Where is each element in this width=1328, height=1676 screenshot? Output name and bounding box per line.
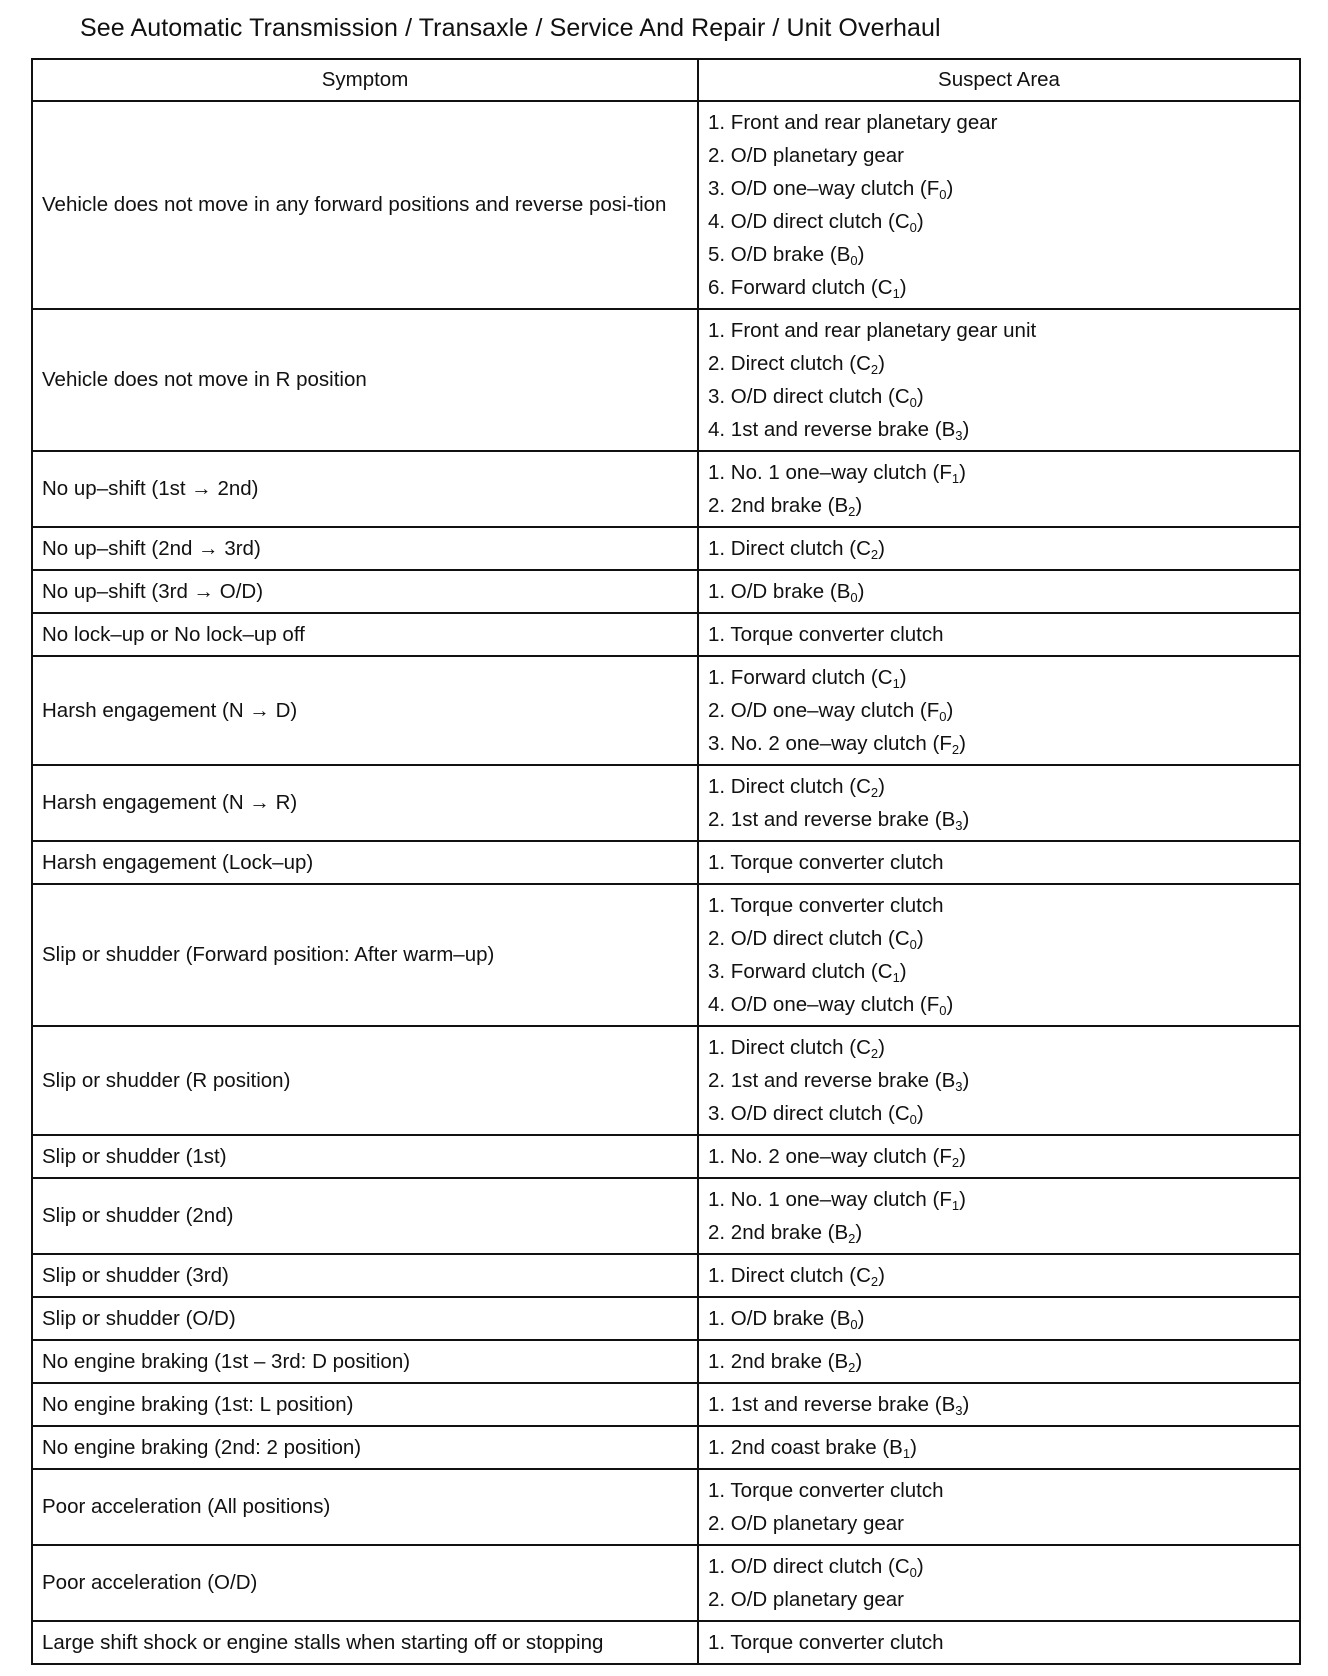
suspect-area-text: 2. O/D one–way clutch (F xyxy=(708,699,940,722)
table-body xyxy=(32,101,1300,1664)
component-subscript: 2 xyxy=(951,1155,960,1170)
component-subscript: 1 xyxy=(951,1198,960,1213)
suspect-area-text: 1. Direct clutch (C xyxy=(708,1264,871,1287)
suspect-area-cell xyxy=(698,101,1300,309)
component-subscript: 1 xyxy=(892,676,900,691)
closing-paren: ) xyxy=(855,1350,863,1373)
symptom-cell: No engine braking (1st: L position) xyxy=(32,1383,698,1426)
component-subscript: 0 xyxy=(850,590,858,605)
table-row xyxy=(32,841,1300,884)
suspect-area-item xyxy=(708,1031,1291,1064)
suspect-area-text: 1. O/D direct clutch (C xyxy=(708,1555,910,1578)
suspect-area-cell xyxy=(698,765,1300,841)
suspect-area-cell xyxy=(698,1026,1300,1135)
suspect-area-item xyxy=(708,1302,1291,1335)
suspect-area-item xyxy=(708,846,1291,879)
suspect-area-cell xyxy=(698,1135,1300,1178)
suspect-area-item xyxy=(708,271,1291,304)
symptom-cell: Slip or shudder (3rd) xyxy=(32,1254,698,1297)
suspect-area-text: 1. No. 1 one–way clutch (F xyxy=(708,1188,952,1211)
symptom-cell: No lock–up or No lock–up off xyxy=(32,613,698,656)
suspect-area-text: 3. O/D direct clutch (C xyxy=(708,1102,910,1125)
suspect-area-item xyxy=(708,1474,1291,1507)
table-row xyxy=(32,1026,1300,1135)
table-row xyxy=(32,1383,1300,1426)
header-row xyxy=(32,59,1300,101)
symptom-cell: Harsh engagement (Lock–up) xyxy=(32,841,698,884)
suspect-area-item xyxy=(708,205,1291,238)
suspect-area-item xyxy=(708,922,1291,955)
suspect-area-text: 2. 1st and reverse brake (B xyxy=(708,808,956,831)
closing-paren: ) xyxy=(855,494,863,517)
suspect-area-text: 1. O/D brake (B xyxy=(708,580,851,603)
suspect-area-cell xyxy=(698,656,1300,765)
suspect-area-cell xyxy=(698,451,1300,527)
suspect-area-item xyxy=(708,139,1291,172)
closing-paren: ) xyxy=(946,177,954,200)
suspect-area-item xyxy=(708,1183,1291,1216)
suspect-area-item xyxy=(708,770,1291,803)
suspect-area-cell xyxy=(698,613,1300,656)
component-subscript: 2 xyxy=(870,785,879,800)
suspect-area-text: 1. Direct clutch (C xyxy=(708,537,871,560)
closing-paren: ) xyxy=(959,732,966,755)
suspect-area-item xyxy=(708,1583,1291,1616)
suspect-area-item xyxy=(708,413,1291,446)
closing-paren: ) xyxy=(878,1264,885,1287)
table-row xyxy=(32,1340,1300,1383)
component-subscript: 2 xyxy=(848,1360,856,1375)
suspect-area-text: 3. Forward clutch (C xyxy=(708,960,893,983)
suspect-area-text: 1. Direct clutch (C xyxy=(708,1036,871,1059)
suspect-area-item xyxy=(708,1064,1291,1097)
component-subscript: 1 xyxy=(892,286,900,301)
component-subscript: 0 xyxy=(909,220,917,235)
component-subscript: 3 xyxy=(955,428,963,443)
component-subscript: 0 xyxy=(939,1003,947,1018)
suspect-area-item xyxy=(708,1140,1291,1173)
suspect-area-item xyxy=(708,1431,1291,1464)
suspect-area-cell xyxy=(698,527,1300,570)
component-subscript: 2 xyxy=(870,362,879,377)
symptom-cell: Vehicle does not move in R position xyxy=(32,309,698,451)
component-subscript: 1 xyxy=(951,471,960,486)
table-row xyxy=(32,309,1300,451)
symptom-cell: No up–shift (1st → 2nd) xyxy=(32,451,698,527)
closing-paren: ) xyxy=(962,1069,970,1092)
suspect-area-item xyxy=(708,1345,1291,1378)
suspect-area-text: 1. Torque converter clutch xyxy=(708,1479,944,1502)
suspect-area-text: 1. Torque converter clutch xyxy=(708,894,944,917)
suspect-area-item xyxy=(708,314,1291,347)
component-subscript: 2 xyxy=(951,742,960,757)
suspect-area-item xyxy=(708,694,1291,727)
component-subscript: 3 xyxy=(955,818,963,833)
suspect-area-item xyxy=(708,618,1291,651)
suspect-area-text: 2. O/D planetary gear xyxy=(708,1588,904,1611)
component-subscript: 2 xyxy=(848,1231,856,1246)
suspect-area-cell xyxy=(698,1426,1300,1469)
suspect-area-item xyxy=(708,1507,1291,1540)
closing-paren: ) xyxy=(899,276,907,299)
closing-paren: ) xyxy=(910,1436,917,1459)
suspect-area-item xyxy=(708,1216,1291,1249)
suspect-area-cell xyxy=(698,1383,1300,1426)
symptom-cell: Slip or shudder (R position) xyxy=(32,1026,698,1135)
suspect-area-item xyxy=(708,532,1291,565)
table-row xyxy=(32,527,1300,570)
symptom-cell: Slip or shudder (O/D) xyxy=(32,1297,698,1340)
suspect-area-cell xyxy=(698,841,1300,884)
closing-paren: ) xyxy=(855,1221,863,1244)
suspect-area-item xyxy=(708,661,1291,694)
component-subscript: 0 xyxy=(850,253,858,268)
component-subscript: 3 xyxy=(955,1403,963,1418)
closing-paren: ) xyxy=(959,1188,966,1211)
closing-paren: ) xyxy=(899,960,907,983)
closing-paren: ) xyxy=(878,775,885,798)
component-subscript: 1 xyxy=(892,970,900,985)
suspect-area-cell xyxy=(698,1297,1300,1340)
suspect-area-text: 2. 1st and reverse brake (B xyxy=(708,1069,956,1092)
symptom-cell: No up–shift (3rd → O/D) xyxy=(32,570,698,613)
symptom-cell: No up–shift (2nd → 3rd) xyxy=(32,527,698,570)
component-subscript: 0 xyxy=(909,937,917,952)
suspect-area-text: 1. Torque converter clutch xyxy=(708,1631,944,1654)
closing-paren: ) xyxy=(946,993,954,1016)
symptom-cell: Slip or shudder (2nd) xyxy=(32,1178,698,1254)
header-suspect-area: Suspect Area xyxy=(698,59,1300,101)
symptom-cell: Poor acceleration (All positions) xyxy=(32,1469,698,1545)
table-row xyxy=(32,765,1300,841)
component-subscript: 1 xyxy=(902,1446,911,1461)
suspect-area-item xyxy=(708,489,1291,522)
symptom-cell: No engine braking (2nd: 2 position) xyxy=(32,1426,698,1469)
suspect-area-cell xyxy=(698,309,1300,451)
suspect-area-item xyxy=(708,889,1291,922)
suspect-area-text: 1. Torque converter clutch xyxy=(708,851,944,874)
closing-paren: ) xyxy=(916,385,924,408)
page-heading: See Automatic Transmission / Transaxle / Service And Repair / Unit Overhaul xyxy=(80,14,941,42)
suspect-area-text: 1. Torque converter clutch xyxy=(708,623,944,646)
table-row xyxy=(32,1135,1300,1178)
closing-paren: ) xyxy=(899,666,907,689)
suspect-area-text: 2. 2nd brake (B xyxy=(708,494,849,517)
header-symptom: Symptom xyxy=(32,59,698,101)
suspect-area-cell xyxy=(698,1469,1300,1545)
suspect-area-text: 3. O/D direct clutch (C xyxy=(708,385,910,408)
closing-paren: ) xyxy=(959,461,966,484)
table-row xyxy=(32,1469,1300,1545)
suspect-area-cell xyxy=(698,1340,1300,1383)
closing-paren: ) xyxy=(946,699,954,722)
table-row xyxy=(32,1297,1300,1340)
table-row xyxy=(32,1621,1300,1664)
closing-paren: ) xyxy=(916,927,924,950)
suspect-area-text: 1. 2nd coast brake (B xyxy=(708,1436,903,1459)
suspect-area-item xyxy=(708,1259,1291,1292)
suspect-area-text: 2. O/D planetary gear xyxy=(708,1512,904,1535)
table-row xyxy=(32,656,1300,765)
closing-paren: ) xyxy=(916,1102,924,1125)
suspect-area-cell xyxy=(698,884,1300,1026)
suspect-area-text: 3. No. 2 one–way clutch (F xyxy=(708,732,952,755)
diagnosis-table xyxy=(31,58,1301,1665)
closing-paren: ) xyxy=(857,243,865,266)
table-row xyxy=(32,1178,1300,1254)
suspect-area-item xyxy=(708,803,1291,836)
suspect-area-text: 4. O/D one–way clutch (F xyxy=(708,993,940,1016)
symptom-cell: Large shift shock or engine stalls when starting off or stopping xyxy=(32,1621,698,1664)
suspect-area-item xyxy=(708,1626,1291,1659)
component-subscript: 2 xyxy=(848,504,856,519)
symptom-cell: Slip or shudder (1st) xyxy=(32,1135,698,1178)
symptom-cell: No engine braking (1st – 3rd: D position) xyxy=(32,1340,698,1383)
suspect-area-text: 2. 2nd brake (B xyxy=(708,1221,849,1244)
suspect-area-text: 1. No. 2 one–way clutch (F xyxy=(708,1145,952,1168)
suspect-area-item xyxy=(708,955,1291,988)
suspect-area-text: 1. 1st and reverse brake (B xyxy=(708,1393,956,1416)
suspect-area-text: 1. Front and rear planetary gear xyxy=(708,111,998,134)
closing-paren: ) xyxy=(878,352,885,375)
suspect-area-text: 2. O/D planetary gear xyxy=(708,144,904,167)
component-subscript: 0 xyxy=(909,395,917,410)
suspect-area-text: 2. O/D direct clutch (C xyxy=(708,927,910,950)
suspect-area-cell xyxy=(698,1254,1300,1297)
component-subscript: 3 xyxy=(955,1079,963,1094)
symptom-cell: Poor acceleration (O/D) xyxy=(32,1545,698,1621)
suspect-area-text: 1. 2nd brake (B xyxy=(708,1350,849,1373)
closing-paren: ) xyxy=(916,210,924,233)
closing-paren: ) xyxy=(962,808,970,831)
closing-paren: ) xyxy=(857,580,865,603)
suspect-area-item xyxy=(708,172,1291,205)
suspect-area-item xyxy=(708,1097,1291,1130)
closing-paren: ) xyxy=(962,418,970,441)
symptom-cell: Slip or shudder (Forward position: After warm–up) xyxy=(32,884,698,1026)
table-row xyxy=(32,1254,1300,1297)
table-row xyxy=(32,570,1300,613)
suspect-area-item xyxy=(708,727,1291,760)
component-subscript: 0 xyxy=(909,1112,917,1127)
suspect-area-cell xyxy=(698,1545,1300,1621)
table-row xyxy=(32,884,1300,1026)
suspect-area-text: 1. Forward clutch (C xyxy=(708,666,893,689)
symptom-cell: Harsh engagement (N → D) xyxy=(32,656,698,765)
table-row xyxy=(32,1545,1300,1621)
closing-paren: ) xyxy=(878,537,885,560)
closing-paren: ) xyxy=(962,1393,970,1416)
suspect-area-text: 4. 1st and reverse brake (B xyxy=(708,418,956,441)
suspect-area-cell xyxy=(698,1621,1300,1664)
suspect-area-item xyxy=(708,106,1291,139)
table-header xyxy=(32,59,1300,101)
component-subscript: 2 xyxy=(870,1046,879,1061)
suspect-area-text: 1. Direct clutch (C xyxy=(708,775,871,798)
closing-paren: ) xyxy=(916,1555,924,1578)
component-subscript: 0 xyxy=(909,1565,917,1580)
suspect-area-text: 3. O/D one–way clutch (F xyxy=(708,177,940,200)
symptom-cell: Harsh engagement (N → R) xyxy=(32,765,698,841)
suspect-area-item xyxy=(708,238,1291,271)
suspect-area-text: 1. Front and rear planetary gear unit xyxy=(708,319,1037,342)
suspect-area-item xyxy=(708,575,1291,608)
suspect-area-text: 5. O/D brake (B xyxy=(708,243,851,266)
symptom-cell: Vehicle does not move in any forward positions and reverse posi-tion xyxy=(32,101,698,309)
suspect-area-text: 1. O/D brake (B xyxy=(708,1307,851,1330)
component-subscript: 0 xyxy=(939,187,947,202)
suspect-area-item xyxy=(708,456,1291,489)
component-subscript: 2 xyxy=(870,1274,879,1289)
suspect-area-text: 1. No. 1 one–way clutch (F xyxy=(708,461,952,484)
closing-paren: ) xyxy=(959,1145,966,1168)
suspect-area-item xyxy=(708,988,1291,1021)
closing-paren: ) xyxy=(878,1036,885,1059)
table-row xyxy=(32,613,1300,656)
table-row xyxy=(32,101,1300,309)
suspect-area-item xyxy=(708,1550,1291,1583)
suspect-area-cell xyxy=(698,570,1300,613)
component-subscript: 2 xyxy=(870,547,879,562)
component-subscript: 0 xyxy=(939,709,947,724)
suspect-area-text: 6. Forward clutch (C xyxy=(708,276,893,299)
suspect-area-text: 2. Direct clutch (C xyxy=(708,352,871,375)
suspect-area-cell xyxy=(698,1178,1300,1254)
table-row xyxy=(32,451,1300,527)
suspect-area-text: 4. O/D direct clutch (C xyxy=(708,210,910,233)
component-subscript: 0 xyxy=(850,1317,858,1332)
suspect-area-item xyxy=(708,347,1291,380)
suspect-area-item xyxy=(708,1388,1291,1421)
table-row xyxy=(32,1426,1300,1469)
closing-paren: ) xyxy=(857,1307,865,1330)
suspect-area-item xyxy=(708,380,1291,413)
